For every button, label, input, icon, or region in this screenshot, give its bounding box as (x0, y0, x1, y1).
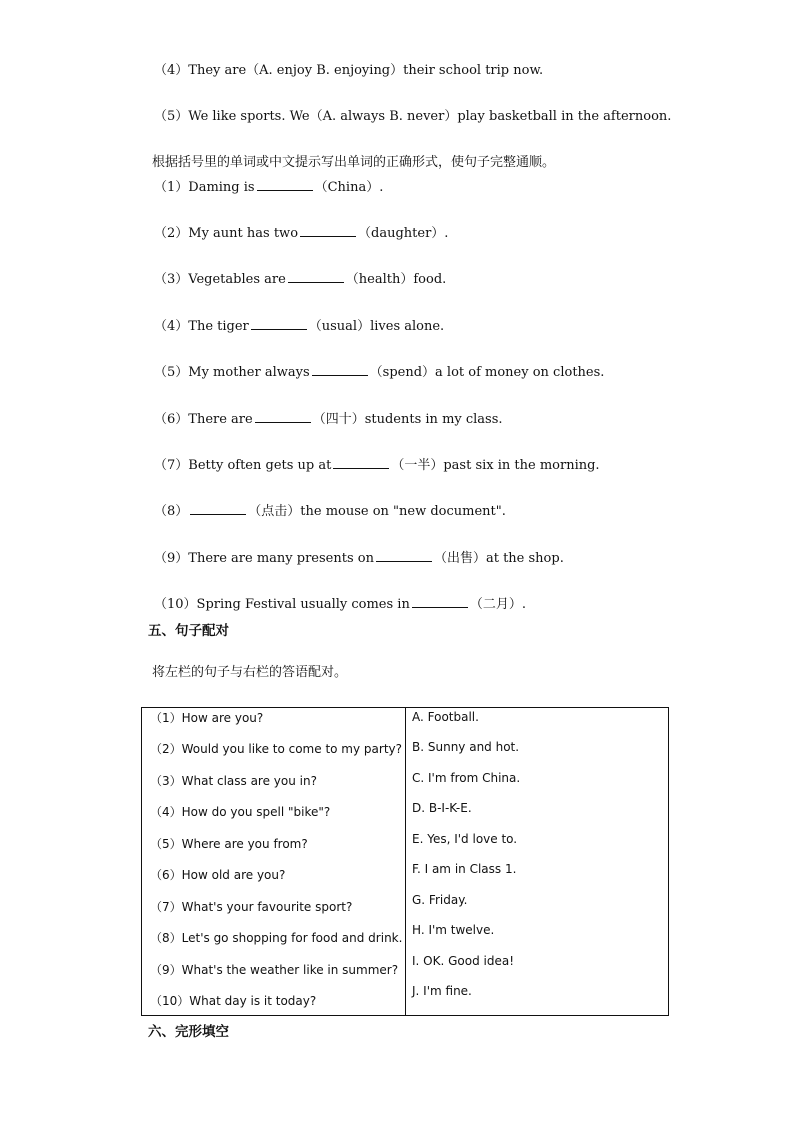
answer-blank[interactable] (376, 550, 432, 562)
item-text-post: （点击）the mouse on "new document". (248, 504, 506, 519)
word-form-item-10 (154, 596, 526, 613)
item-text-post: （出售）at the shop. (433, 551, 564, 566)
left-sentence-10: （10）What day is it today? (150, 994, 317, 1008)
section-5-instruction: 将左栏的句子与右栏的答语配对。 (152, 665, 348, 680)
item-text-post: （usual）lives alone. (308, 319, 445, 334)
answer-blank[interactable] (312, 364, 368, 376)
right-answer-a: A. Football. (412, 710, 479, 724)
item-text-pre: （4）The tiger (154, 319, 249, 334)
matching-table (141, 707, 669, 1016)
right-answer-i: I. OK. Good idea! (412, 954, 515, 968)
word-form-item-2 (154, 225, 448, 242)
question-4-5: （5）We like sports. We（A. always B. never）play basketball in the afternoon. (154, 109, 672, 124)
right-answer-d: D. B-I-K-E. (412, 801, 472, 815)
item-text-post: （China）. (314, 180, 384, 195)
answer-blank[interactable] (190, 503, 246, 515)
item-text-pre: （10）Spring Festival usually comes in (154, 597, 410, 612)
answer-blank[interactable] (257, 179, 313, 191)
left-sentence-1: （1）How are you? (150, 711, 264, 725)
item-text-post: （spend）a lot of money on clothes. (369, 365, 605, 380)
right-column (406, 708, 668, 1015)
right-answer-f: F. I am in Class 1. (412, 862, 517, 876)
word-form-item-4 (154, 318, 444, 335)
section-6-heading: 六、完形填空 (148, 1024, 229, 1040)
item-text-post: （四十）students in my class. (312, 412, 503, 427)
right-answer-g: G. Friday. (412, 893, 468, 907)
item-text-pre: （3）Vegetables are (154, 272, 286, 287)
word-form-item-9 (154, 550, 564, 567)
item-text-pre: （2）My aunt has two (154, 226, 299, 241)
right-answer-j: J. I'm fine. (412, 984, 472, 998)
left-sentence-2: （2）Would you like to come to my party? (150, 742, 402, 756)
left-sentence-9: （9）What's the weather like in summer? (150, 963, 399, 977)
answer-blank[interactable] (300, 225, 356, 237)
word-form-instruction: 根据括号里的单词或中文提示写出单词的正确形式，使句子完整通顺。 (152, 155, 556, 170)
right-answer-b: B. Sunny and hot. (412, 740, 520, 754)
item-text-post: （二月）. (469, 597, 526, 612)
left-sentence-3: （3）What class are you in? (150, 774, 317, 788)
left-sentence-8: （8）Let's go shopping for food and drink. (150, 931, 403, 945)
answer-blank[interactable] (251, 318, 307, 330)
left-sentence-6: （6）How old are you? (150, 868, 286, 882)
item-text-post: （daughter）. (358, 226, 449, 241)
answer-blank[interactable] (412, 596, 468, 608)
word-form-item-6 (154, 411, 503, 428)
left-sentence-7: （7）What's your favourite sport? (150, 900, 353, 914)
item-text-post: （health）food. (345, 272, 447, 287)
word-form-item-7 (154, 457, 600, 474)
right-answer-c: C. I'm from China. (412, 771, 521, 785)
word-form-item-8 (154, 503, 506, 520)
right-answer-h: H. I'm twelve. (412, 923, 495, 937)
question-4-4: （4）They are（A. enjoy B. enjoying）their school trip now. (154, 63, 544, 78)
item-text-pre: （7）Betty often gets up at (154, 458, 332, 473)
left-sentence-5: （5）Where are you from? (150, 837, 308, 851)
item-text-pre: （1）Daming is (154, 180, 255, 195)
answer-blank[interactable] (255, 411, 311, 423)
left-column (142, 708, 406, 1015)
word-form-item-3 (154, 271, 446, 288)
item-text-pre: （8） (154, 504, 189, 519)
word-form-item-5 (154, 364, 604, 381)
left-sentence-4: （4）How do you spell "bike"? (150, 805, 331, 819)
item-text-post: （一半）past six in the morning. (391, 458, 600, 473)
item-text-pre: （5）My mother always (154, 365, 310, 380)
answer-blank[interactable] (333, 457, 389, 469)
section-5-heading: 五、句子配对 (148, 623, 229, 639)
answer-blank[interactable] (288, 271, 344, 283)
word-form-item-1 (154, 179, 383, 196)
right-answer-e: E. Yes, I'd love to. (412, 832, 518, 846)
item-text-pre: （6）There are (154, 412, 253, 427)
item-text-pre: （9）There are many presents on (154, 551, 374, 566)
